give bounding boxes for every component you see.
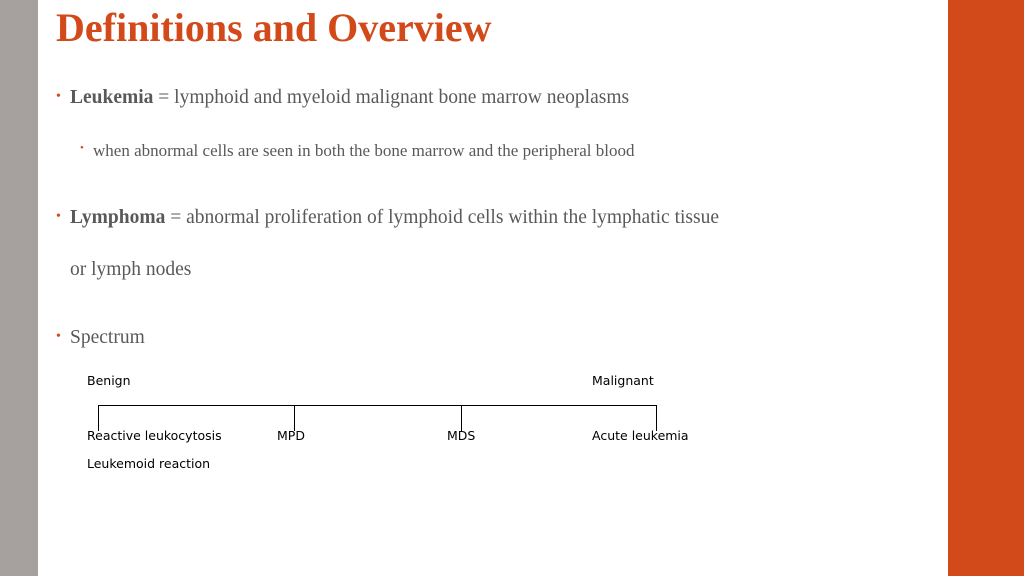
sub-bullet-leukemia: when abnormal cells are seen in both the bone marrow and the peripheral blood (93, 141, 635, 160)
definition-lymphoma: = abnormal proliferation of lymphoid cells within the lymphatic tissue (165, 207, 719, 228)
bullet-spectrum: Spectrum (70, 327, 145, 348)
bullet-dot: • (56, 89, 61, 104)
term-lymphoma: Lymphoma (70, 207, 166, 228)
definition-leukemia: = lymphoid and myeloid malignant bone marrow neoplasms (153, 87, 630, 108)
item-reactive-leukocytosis: Reactive leukocytosis (87, 428, 222, 443)
bullet-dot: • (56, 209, 61, 224)
label-malignant: Malignant (592, 373, 654, 388)
item-acute-leukemia: Acute leukemia (592, 428, 689, 443)
bullet-lymphoma-line2: or lymph nodes (70, 259, 192, 280)
item-mds: MDS (447, 428, 476, 443)
slide-title: Definitions and Overview (56, 5, 492, 50)
term-leukemia: Leukemia (70, 87, 154, 108)
item-mpd: MPD (277, 428, 305, 443)
bullet-dot: • (56, 329, 61, 344)
label-benign: Benign (87, 373, 131, 388)
item-leukemoid-reaction: Leukemoid reaction (87, 456, 211, 471)
sub-bullet-dot: • (80, 142, 84, 154)
